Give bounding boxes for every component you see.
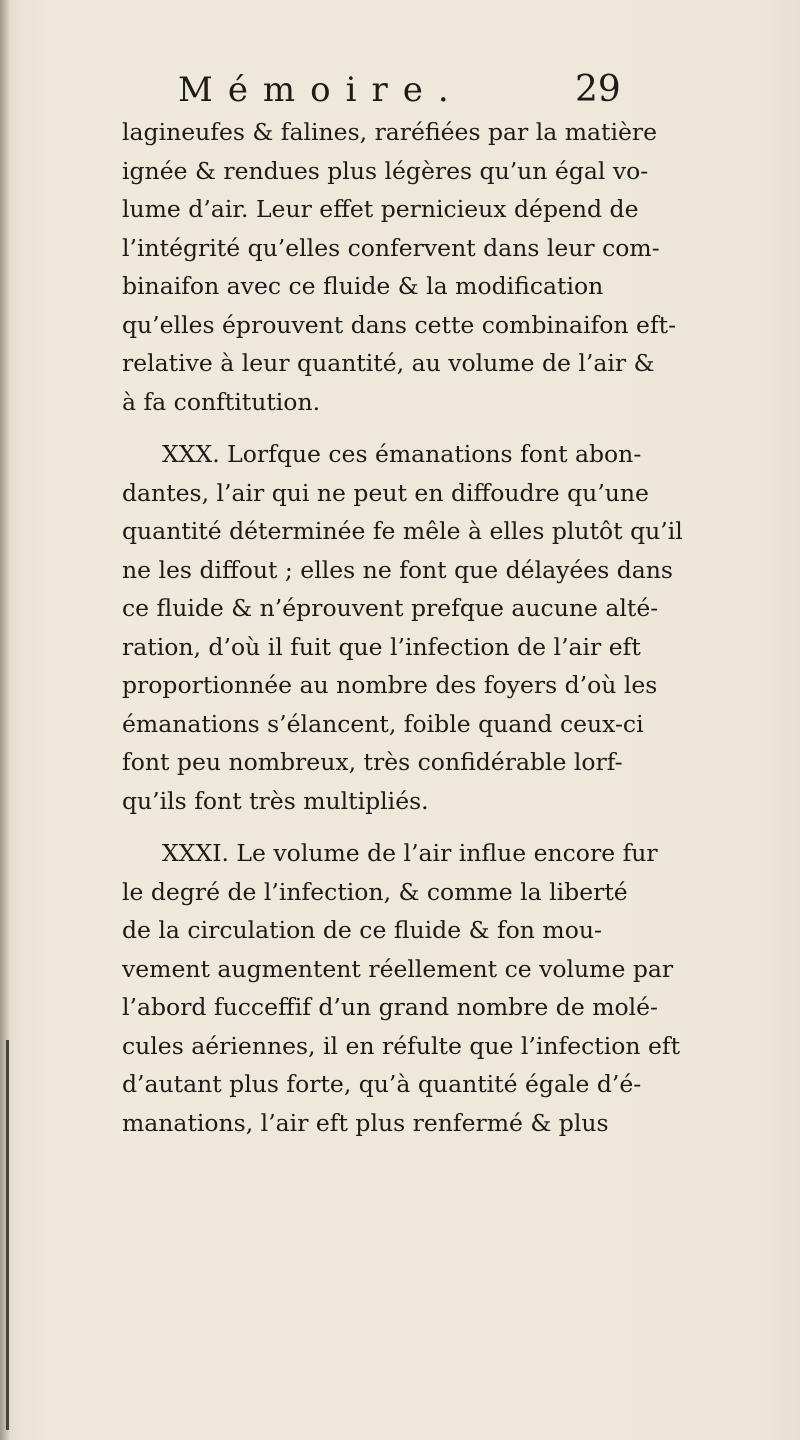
text-line: ne les diffout ; elles ne font que délayées dans: [122, 555, 673, 584]
text-line: XXXI. Le volume de l’air influe encore fur: [162, 839, 658, 867]
text-line: qu’elles éprouvent dans cette combinaifon eft-: [122, 310, 677, 339]
page-header: [0, 68, 800, 118]
text-line: l’abord fucceffif d’un grand nombre de molé-: [122, 993, 659, 1021]
text-line: ration, d’où il fuit que l’infection de l’air eft: [122, 632, 641, 661]
text-line: émanations s’élancent, foible quand ceux-ci: [122, 709, 644, 738]
text-line: proportionnée au nombre des foyers d’où les: [122, 671, 658, 699]
text-line: XXX. Lorfque ces émanations font abon-: [162, 440, 642, 468]
text-line: d’autant plus forte, qu’à quantité égale d’é-: [122, 1070, 642, 1098]
text-line: binaifon avec ce fluide & la modification: [122, 272, 604, 300]
paragraph-3: [122, 834, 712, 1142]
text-line: vement augmentent réellement ce volume par: [122, 954, 674, 983]
text-line: manations, l’air eft plus renfermé & plus: [122, 1108, 609, 1137]
text-line: dantes, l’air qui ne peut en diffoudre qu’une: [122, 478, 649, 507]
text-line: lume d’air. Leur effet pernicieux dépend de: [122, 195, 639, 223]
text-line: lagineufes & falines, raréfiées par la matière: [122, 118, 658, 146]
text-line: cules aériennes, il en réfulte que l’infection eft: [122, 1031, 681, 1060]
paragraph-2: [122, 435, 712, 820]
paragraph-1: [122, 113, 712, 421]
text-line: le degré de l’infection, & comme la liberté: [122, 877, 628, 906]
text-line: qu’ils font très multipliés.: [122, 786, 429, 815]
gutter-binding-line: [6, 1040, 9, 1430]
text-line: de la circulation de ce fluide & fon mou-: [122, 916, 602, 944]
text-line: ce fluide & n’éprouvent prefque aucune alté-: [122, 594, 659, 622]
running-title: Mémoire.: [178, 70, 464, 110]
text-line: à fa conftitution.: [122, 387, 321, 416]
text-line: l’intégrité qu’elles confervent dans leur com-: [122, 233, 660, 262]
page-number: 29: [575, 69, 621, 110]
text-line: quantité déterminée fe mêle à elles plutôt qu’il: [122, 517, 683, 545]
text-line: font peu nombreux, très confidérable lorf-: [122, 748, 623, 776]
body-text: [122, 113, 712, 1156]
text-line: ignée & rendues plus légères qu’un égal vo-: [122, 156, 649, 185]
text-line: relative à leur quantité, au volume de l’air &: [122, 349, 655, 377]
